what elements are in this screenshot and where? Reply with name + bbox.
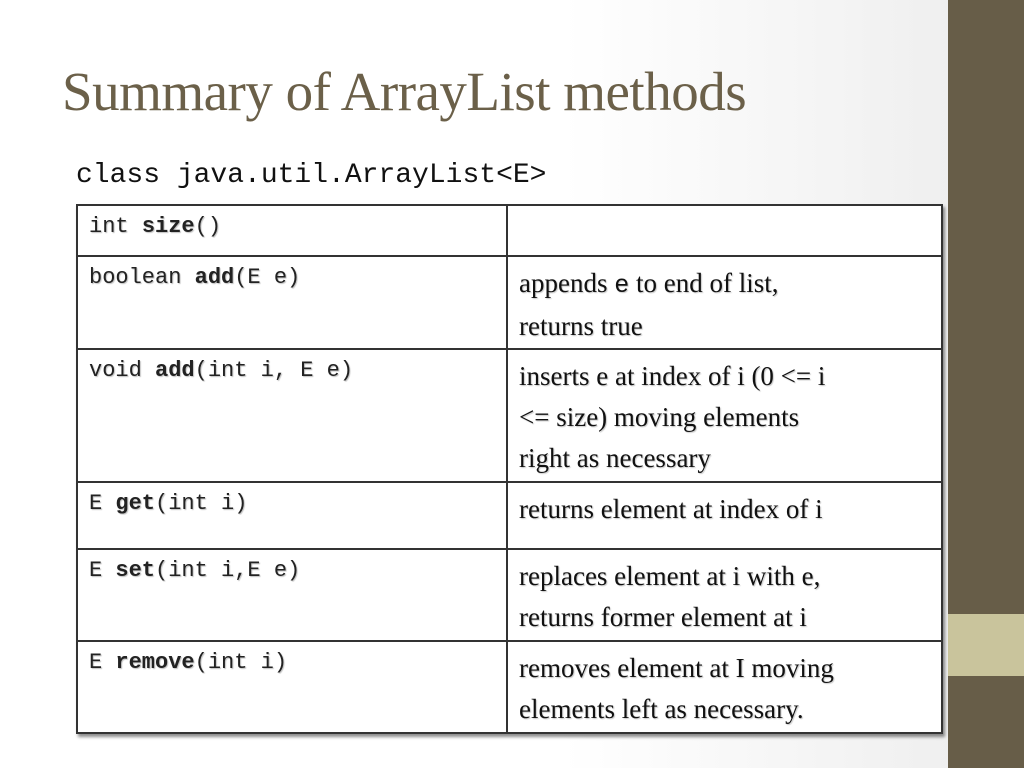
table-row (77, 256, 942, 349)
table-row (77, 349, 942, 482)
parameters: (int i, E e) (194, 358, 354, 383)
method-signature-cell (77, 256, 507, 349)
method-signature-cell (77, 349, 507, 482)
method-signature-cell (77, 205, 507, 256)
sidebar-accent-decoration (948, 614, 1024, 676)
methods-table (76, 204, 943, 734)
method-description (508, 206, 941, 212)
slide-title: Summary of ArrayList methods (62, 61, 747, 122)
method-signature (78, 642, 506, 675)
method-description: returns element at index of i (519, 494, 823, 524)
method-description: removes element at I moving elements left as necessary. (519, 653, 834, 724)
method-signature (78, 350, 506, 383)
method-description: replaces element at i with e, returns former element at i (519, 561, 821, 632)
method-name: add (155, 358, 195, 383)
method-signature (78, 257, 506, 290)
method-description-cell (507, 205, 942, 256)
method-signature-cell (77, 482, 507, 549)
method-signature-cell (77, 641, 507, 733)
table-row (77, 482, 942, 549)
method-description-cell (507, 256, 942, 349)
method-description: appends e to end of list, returns true (519, 268, 779, 341)
table-row (77, 205, 942, 256)
return-type: E (89, 558, 116, 583)
method-description-cell (507, 549, 942, 641)
method-description-cell (507, 349, 942, 482)
method-name: get (115, 491, 156, 516)
return-type: int (89, 214, 142, 239)
class-declaration: class java.util.ArrayList<E> (76, 160, 547, 191)
method-name: size (141, 214, 195, 239)
return-type: E (89, 491, 116, 516)
parameters: (int i) (155, 491, 248, 516)
table-row (77, 549, 942, 641)
inline-code: e (614, 271, 630, 300)
parameters: () (194, 214, 222, 239)
return-type: E (89, 650, 116, 675)
method-description: inserts e at index of i (0 <= i <= size) moving elements right as necessary (519, 361, 826, 473)
method-signature (78, 550, 506, 583)
parameters: (int i,E e) (155, 558, 301, 583)
method-description-cell (507, 641, 942, 733)
method-description-cell (507, 482, 942, 549)
parameters: (E e) (234, 265, 301, 290)
return-type: boolean (89, 265, 195, 290)
return-type: void (89, 358, 156, 383)
method-name: add (194, 265, 235, 290)
method-name: set (115, 558, 156, 583)
method-signature-cell (77, 549, 507, 641)
method-name: remove (115, 650, 195, 675)
method-signature (78, 206, 506, 239)
table-row (77, 641, 942, 733)
parameters: (int i) (194, 650, 288, 675)
method-signature (78, 483, 506, 516)
